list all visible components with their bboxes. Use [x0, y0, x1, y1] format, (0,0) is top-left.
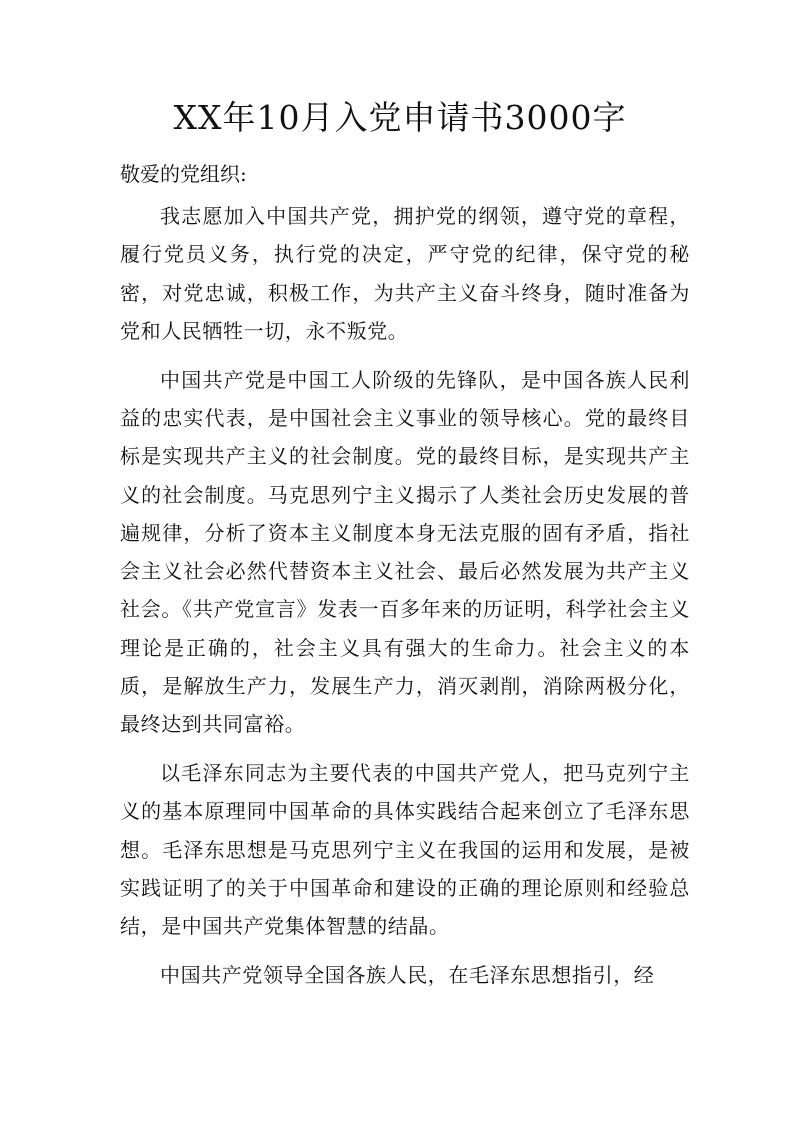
paragraph: 我志愿加入中国共产党，拥护党的纲领，遵守党的章程，履行党员义务，执行党的决定，严守党的纪律，保守党的秘密，对党忠诚，积极工作，为共产主义奋斗终身，随时准备为党和人民牺牲一切，永不叛党。: [120, 204, 690, 343]
paragraph: 中国共产党是中国工人阶级的先锋队，是中国各族人民利益的忠实代表，是中国社会主义事业的领导核心。党的最终目标是实现共产主义的社会制度。党的最终目标，是实现共产主义的社会制度。马克思列宁主义揭示了人类社会历史发展的普遍规律，分析了资本主义制度本身无法克服的固有矛盾，指社会主义社会必然代替资本主义社会、最后必然发展为共产主义社会。《共产党宣言》发表一百多年来的历证明，科学社会主义理论是正确的，社会主义具有强大的生命力。社会主义的本质，是解放生产力，发展生产力，消灭剥削，消除两极分化，最终达到共同富裕。: [120, 367, 690, 737]
salutation: 敬爱的党组织:: [120, 162, 247, 186]
document-title: XX年10月入党申请书3000字: [173, 98, 627, 137]
paragraph: 中国共产党领导全国各族人民，在毛泽东思想指引，经: [160, 963, 655, 988]
document-body: [120, 197, 690, 1005]
paragraph: 以毛泽东同志为主要代表的中国共产党人，把马克列宁主义的基本原理同中国革命的具体实践结合起来创立了毛泽东思想。毛泽东思想是马克思列宁主义在我国的运用和发展，是被实践证明了的关于中国革命和建设的正确的理论原则和经验总结，是中国共产党集体智慧的结晶。: [120, 761, 690, 939]
